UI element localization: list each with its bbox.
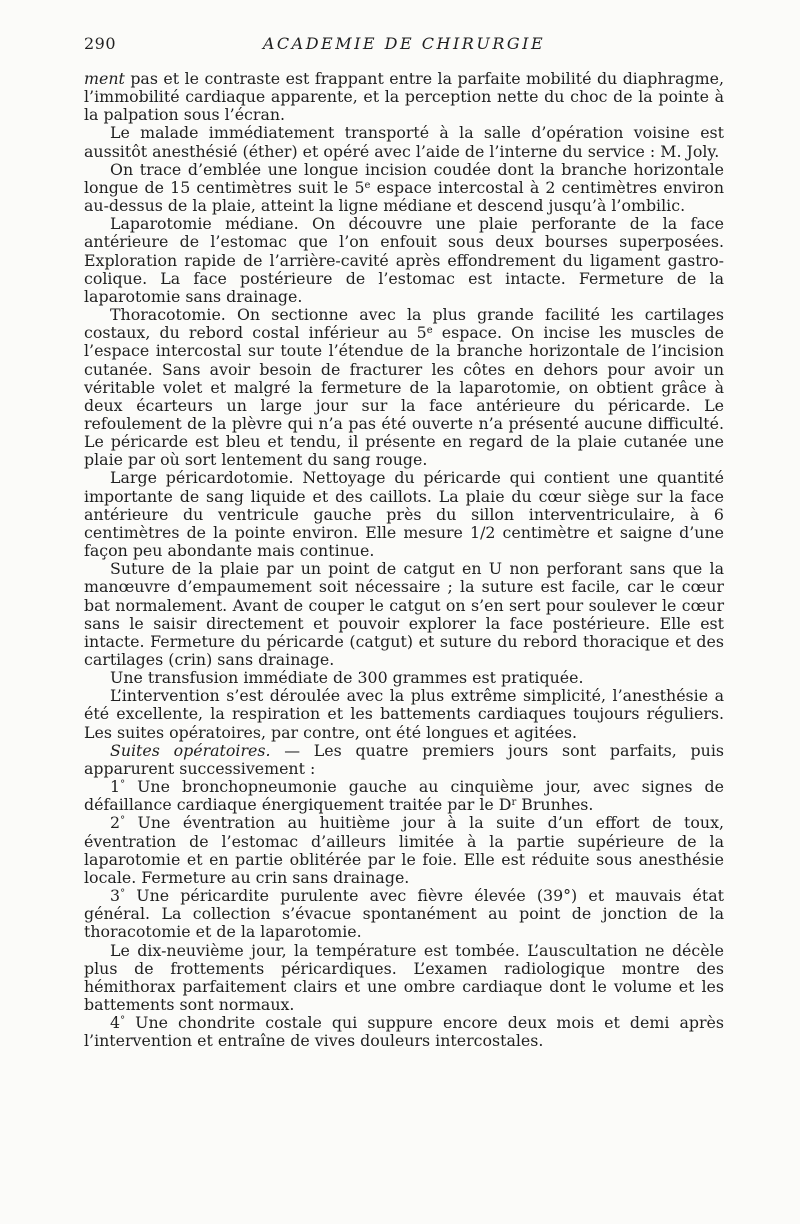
running-title: ACADEMIE DE CHIRURGIE [262, 34, 546, 53]
list-item [84, 778, 724, 814]
paragraph: Le dix-neuvième jour, la température est tombée. L’auscultation ne décèle plus de frottements péricardiques. L’examen radiologique montre des hémithorax parfaitement clairs et une ombre cardiaque dont le volume et les battements sont normaux. [84, 940, 724, 1014]
paragraph-text: — Les quatre premiers jours sont parfaits, puis apparurent successivement : [84, 740, 724, 778]
paragraph: L’intervention s’est déroulée avec la plus extrême simplicité, l’anesthésie a été excellente, la respiration et les battements cardiaques toujours réguliers. Les suites opératoires, par contre, ont été longues et agitées. [84, 686, 724, 742]
list-item [84, 887, 724, 941]
superscript: e [364, 179, 371, 191]
paragraph-text: Une bronchopneumonie gauche au cinquième jour, avec signes de défaillance cardiaque énergiquement traitée par le D [84, 777, 724, 815]
paragraph-text: pas et le contraste est frappant entre la parfaite mobilité du diaphragme, l’immobilité cardiaque apparente, et la perception nette du choc de la pointe à la palpation sous l’écran. [84, 69, 724, 125]
list-number: 4 [110, 1013, 121, 1033]
paragraph: Suture de la plaie par un point de catgut en U non perforant sans que la manœuvre d’empaumement soit nécessaire ; la suture est facile, car le cœur bat normalement. Avant de couper le catgut on s’en sert pour soulever le cœur sans le saisir directement et pouvoir explorer la face postérieure. Elle est intacte. Fermeture du péricarde (catgut) et suture du rebord thoracique et des cartilages (crin) sans drainage. [84, 559, 724, 669]
degree-mark: ° [120, 779, 126, 791]
italic-fragment: ment [84, 69, 125, 88]
paragraph: Large péricardotomie. Nettoyage du péricarde qui contient une quantité importante de sang liquide et des caillots. La plaie du cœur siège sur la face antérieure du ventricule gauche près du sillon interventriculaire, à 6 centimètres de la pointe environ. Elle mesure 1/2 centimètre et saigne d’une façon peu abondante mais continue. [84, 468, 724, 561]
paragraph-text: Brunhes. [516, 795, 594, 815]
degree-mark: ° [120, 815, 126, 827]
paragraph: Le malade immédiatement transporté à la salle d’opération voisine est aussitôt anesthésié (éther) et opéré avec l’aide de l’interne du service : M. Joly. [84, 123, 724, 161]
paragraph-text: espace intercostal à 2 centimètres environ au-dessus de la plaie, atteint la ligne médiane et descend jusqu’à l’ombilic. [84, 177, 724, 216]
paragraph [84, 70, 724, 124]
paragraph-text: espace. On incise les muscles de l’espace intercostal sur toute l’étendue de la branche horizontale de l’incision cutanée. Sans avoir besoin de fracturer les côtes en dehors pour avoir un véritable volet et malgré la fermeture de la laparotomie, on obtient grâce à deux écarteurs un large jour sur la face antérieure du péricarde. Le refoulement de la plèvre qui n’a pas été ouverte n’a présenté aucune difficulté. Le péricarde est bleu et tendu, il présente en regard de la plaie cutanée une plaie par où sort lentement du sang rouge. [84, 323, 724, 470]
degree-mark: ° [120, 888, 126, 900]
paragraph [84, 161, 724, 215]
paragraph-text: On trace d’emblée une longue incision coudée dont la branche horizontale longue de 15 centimètres suit le 5 [84, 159, 724, 197]
paragraph-text: Une péricardite purulente avec fièvre élevée (39°) et mauvais état général. La collection s’évacue spontanément au point de jonction de la thoracotomie et de la laparotomie. [84, 886, 724, 942]
paragraph-text: Une éventration au huitième jour à la suite d’un effort de toux, éventration de l’estomac d’ailleurs limitée à la partie supérieure de la laparotomie et en partie oblitérée par le foie. Elle est réduite sous anesthésie locale. Fermeture au crin sans drainage. [84, 813, 724, 887]
list-item [84, 1014, 724, 1050]
paragraph [84, 306, 724, 469]
paragraph [84, 742, 724, 778]
list-number: 1 [110, 777, 121, 797]
superscript: r [511, 797, 517, 809]
superscript: e [426, 325, 433, 337]
italic-fragment: Suites opératoires. [110, 740, 271, 760]
page-header [84, 34, 724, 56]
degree-mark: ° [120, 1015, 126, 1027]
paragraph-text: Une chondrite costale qui suppure encore deux mois et demi après l’intervention et entraîne de vives douleurs intercostales. [84, 1013, 724, 1051]
list-item [84, 814, 724, 887]
paragraph: Une transfusion immédiate de 300 grammes est pratiquée. [110, 668, 584, 688]
body-text [84, 70, 724, 1050]
list-number: 2 [110, 813, 121, 833]
paragraph-text: Thoracotomie. On sectionne avec la plus grande facilité les cartilages costaux, du rebord costal inférieur au 5 [84, 305, 724, 343]
list-number: 3 [110, 886, 121, 906]
page-number: 290 [84, 34, 117, 53]
paragraph: Laparotomie médiane. On découvre une plaie perforante de la face antérieure de l’estomac que l’on enfouit sous deux bourses superposées. Exploration rapide de l’arrière-cavité après effondrement du ligament gastro-colique. La face postérieure de l’estomac est intacte. Fermeture de la laparotomie sans drainage. [84, 214, 724, 306]
